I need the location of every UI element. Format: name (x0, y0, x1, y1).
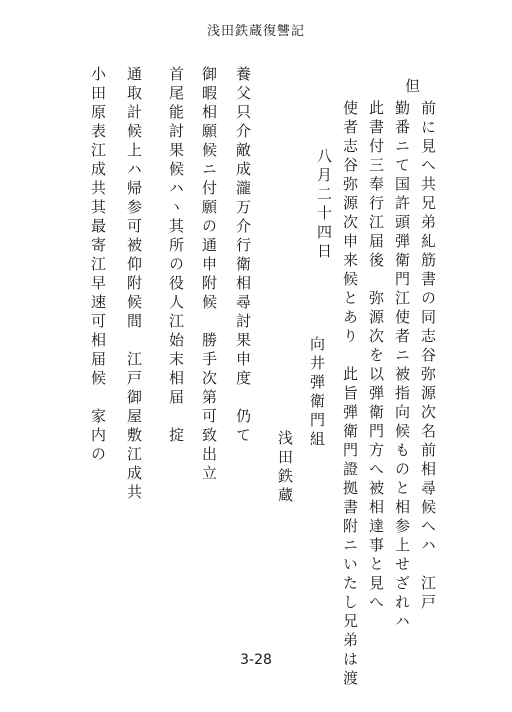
signatory-name: 浅田鉄蔵 (276, 430, 294, 506)
text-column-11: 首尾能討果候ハヽ其所の役人江始末相届 掟 (167, 66, 185, 446)
page-number: 3-28 (240, 652, 272, 668)
text-column-13: 小田原表江成共其最寄江早速可相届候 家内の (89, 66, 107, 465)
text-column-12: 通取計候上ハ帰参可被仰附候間 江戸御屋敷江成共 (125, 66, 143, 503)
text-column-2: 前に見へ共兄弟糺筋書の同志谷弥源次名前相尋候へハ 江戸 (419, 100, 437, 613)
text-column-4: 此書付三奉行江届後 弥源次を以弾衛門方へ被相達事と見へ (367, 100, 385, 613)
signatory-group: 向井弾衛門組 (308, 336, 326, 450)
text-column-5: 使者志谷弥源次申来候とあり 此旨弾衛門證拠書附ニいたし兄弟は渡 (341, 100, 359, 689)
text-column-1: 但 (403, 78, 421, 97)
date-column: 八月二十四日 (315, 148, 333, 262)
page-header: 浅田鉄蔵復讐記 (206, 24, 305, 39)
text-column-9: 養父只介敵成瀧万介行衛相尋討果申度 仍て (234, 66, 252, 446)
text-column-10: 御暇相願候ニ付願の通申附候 勝手次第可致出立 (200, 66, 218, 484)
text-column-3: 勤番ニて国許頭弾衛門江使者ニ被指向候ものと相参上せざれハ (393, 100, 411, 632)
